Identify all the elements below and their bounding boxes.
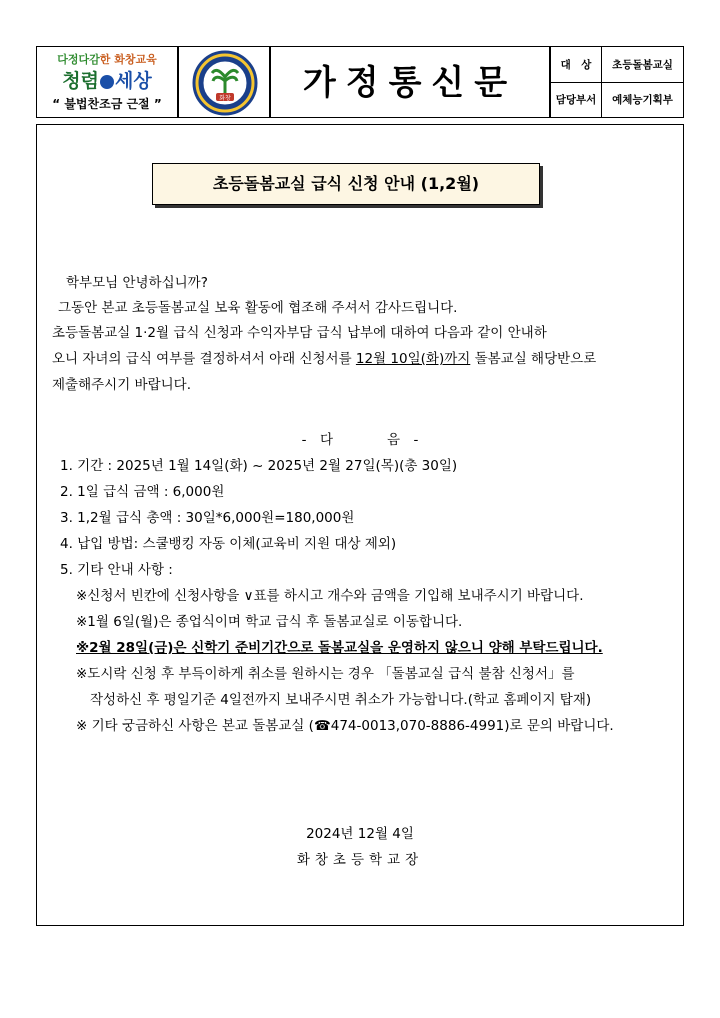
document-title-box — [270, 46, 550, 118]
note-checkbox: ※신청서 빈칸에 신청사항을 ∨표를 하시고 개수와 금액을 기입해 보내주시기 바랍니다. — [76, 588, 584, 604]
divider-text: - 다 음 - — [301, 432, 419, 448]
slogan-line1-b: 한 화창교육 — [99, 53, 157, 66]
slogan-line1 — [37, 51, 177, 67]
slogan-line2-b: 세상 — [115, 70, 152, 92]
school-emblem-icon — [179, 47, 271, 119]
meta-value-department: 예체능기획부 — [602, 82, 684, 118]
meta-label-department: 담당부서 — [551, 82, 602, 118]
list-item-total: 3. 1,2월 급식 총액 : 30일*6,000원=180,000원 — [60, 510, 355, 526]
principal-signature: 화창초등학교장 — [296, 852, 424, 868]
greeting-line4 — [52, 347, 680, 371]
school-emblem-box — [178, 46, 270, 118]
note-cancel-line1: ※도시락 신청 후 부득이하게 취소를 원하시는 경우 「돌봄교실 급식 불참 신청서」를 — [76, 666, 575, 682]
greeting-line4-a: 오니 자녀의 급식 여부를 결정하셔서 아래 신청서를 — [52, 351, 356, 367]
meta-table — [550, 46, 684, 118]
meta-row-department — [551, 82, 684, 118]
greeting-line2: 그동안 본교 초등돌봄교실 보육 활동에 협조해 주셔서 감사드립니다. — [58, 300, 458, 316]
note-closing-day: ※1월 6일(월)은 종업식이며 학교 급식 후 돌봄교실로 이동합니다. — [76, 614, 463, 630]
note-cancel-line2: 작성하신 후 평일기준 4일전까지 보내주시면 취소가 가능합니다.(학교 홈페이지 탑재) — [90, 692, 592, 708]
slogan-line2-a: 청렴 — [62, 70, 99, 92]
list-item-daily-price: 2. 1일 급식 금액 : 6,000원 — [60, 484, 225, 500]
list-item-payment: 4. 납입 방법: 스쿨뱅킹 자동 이체(교육비 지원 대상 제외) — [60, 536, 397, 552]
document-title: 가정통신문 — [302, 63, 518, 103]
list-item-period: 1. 기간 : 2025년 1월 14일(화) ~ 2025년 2월 27일(목)(총 30일) — [60, 458, 458, 474]
list-item-etc: 5. 기타 안내 사항 : — [60, 562, 173, 578]
note-no-operation: ※2월 28일(금)은 신학기 준비기간으로 돌봄교실을 운영하지 않으니 양해 부탁드립니다. — [76, 640, 603, 656]
emblem-text: 화창 — [219, 95, 231, 102]
slogan-logo — [36, 46, 178, 118]
notice-title: 초등돌봄교실 급식 신청 안내 (1,2월) — [152, 163, 540, 205]
slogan-line3: “ 불법찬조금 근절 ” — [52, 97, 162, 111]
greeting-line4-c: 돌봄교실 해당반으로 — [470, 351, 597, 367]
note-contact: ※ 기타 궁금하신 사항은 본교 돌봄교실 (☎474-0013,070-8886-4991)로 문의 바랍니다. — [76, 718, 614, 734]
meta-row-target — [551, 47, 684, 83]
meta-label-target: 대 상 — [551, 47, 602, 83]
slogan-line1-a: 다정다감 — [57, 53, 100, 66]
deadline-text: 12월 10일(화)까지 — [355, 351, 471, 367]
greeting-line1: 학부모님 안녕하십니까? — [66, 275, 208, 291]
issue-date: 2024년 12월 4일 — [306, 826, 414, 842]
slogan-line2 — [37, 69, 177, 93]
meta-value-target: 초등돌봄교실 — [602, 47, 684, 83]
globe-icon — [100, 75, 114, 89]
greeting-line5: 제출해주시기 바랍니다. — [52, 377, 191, 393]
greeting-line3: 초등돌봄교실 1·2월 급식 신청과 수익자부담 급식 납부에 대하여 다음과 같이 안내하 — [52, 325, 547, 341]
